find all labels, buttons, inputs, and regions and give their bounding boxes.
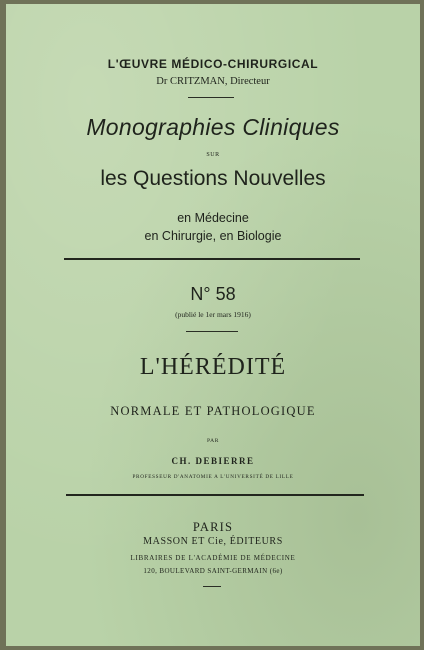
short-divider	[203, 586, 221, 587]
director-line: Dr CRITZMAN, Directeur	[156, 76, 270, 87]
book-cover	[6, 4, 420, 646]
series-name: L'ŒUVRE MÉDICO-CHIRURGICAL	[107, 57, 319, 71]
work-subtitle: NORMALE ET PATHOLOGIQUE	[110, 404, 316, 418]
subject-line-2: en Chirurgie, en Biologie	[144, 229, 282, 243]
issue-number: N° 58	[190, 284, 236, 304]
author-title: PROFESSEUR D'ANATOMIE A L'UNIVERSITÉ DE LILLE	[132, 474, 294, 480]
par-label: PAR	[207, 438, 219, 444]
publisher-address: 120, BOULEVARD SAINT-GERMAIN (6e)	[143, 567, 283, 575]
publication-date: (publié le 1er mars 1916)	[175, 310, 251, 319]
sur-label: SUR	[206, 152, 220, 158]
bottom-rule	[66, 494, 364, 496]
main-title: Monographies Cliniques	[86, 114, 340, 140]
short-divider	[188, 97, 234, 98]
work-title: L'HÉRÉDITÉ	[139, 354, 287, 380]
subject-line-1: en Médecine	[177, 211, 249, 225]
publisher-description: LIBRAIRES DE L'ACADÉMIE DE MÉDECINE	[130, 554, 296, 562]
author-name: CH. DEBIERRE	[171, 456, 255, 466]
subject-title: les Questions Nouvelles	[100, 167, 326, 190]
publisher-name: MASSON ET Cie, ÉDITEURS	[143, 536, 283, 547]
top-rule	[64, 258, 360, 260]
short-divider	[186, 331, 238, 332]
publisher-city: PARIS	[192, 520, 234, 534]
